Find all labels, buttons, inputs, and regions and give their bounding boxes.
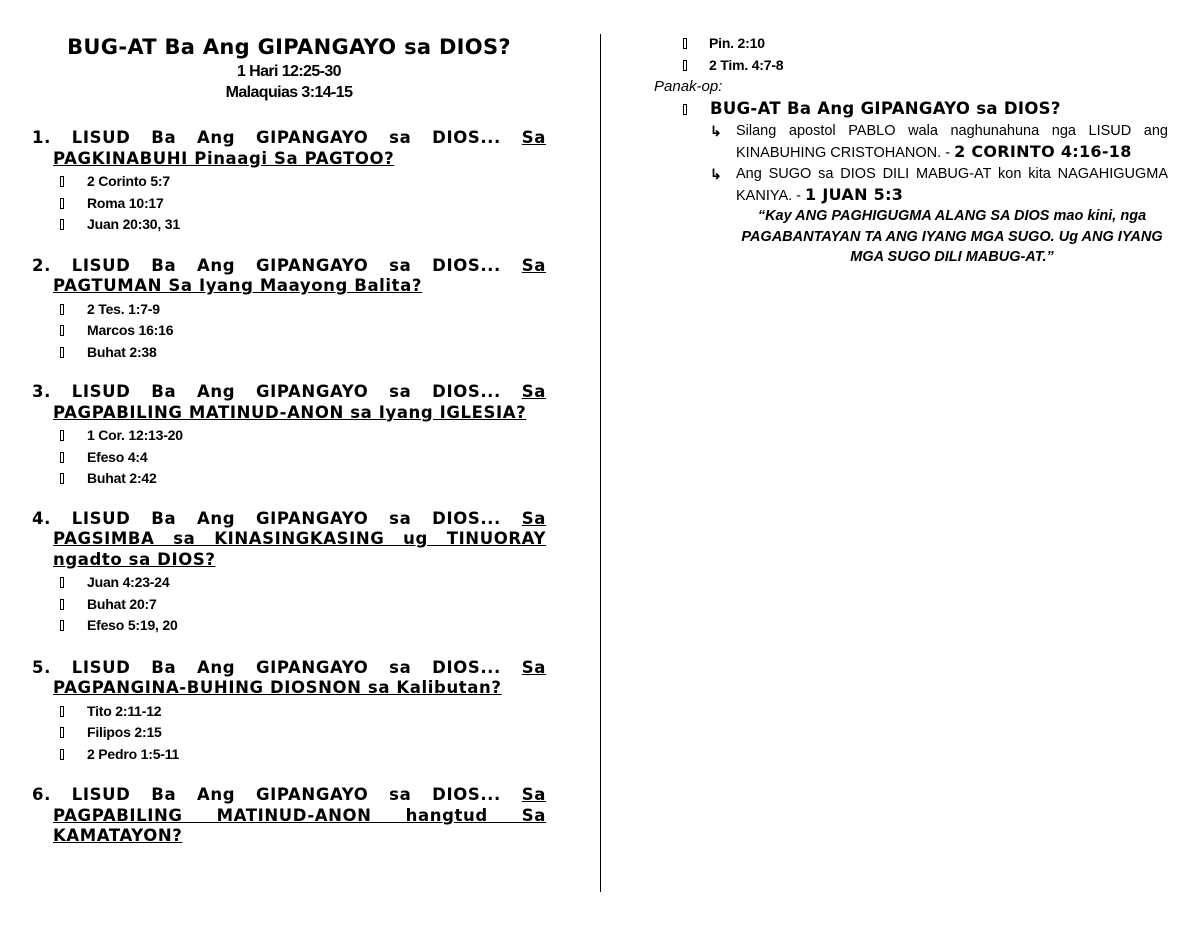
ref-item: 2 Tim. 4:7-8 [654, 55, 1168, 77]
checkbox-icon [60, 727, 64, 738]
point-prefix: LISUD Ba Ang GIPANGAYO sa DIOS... [71, 785, 501, 804]
left-column [32, 34, 546, 847]
ref-item: 2 Tes. 1:7-9 [32, 299, 546, 321]
point-heading [32, 128, 546, 169]
ref-item: Tito 2:11-12 [32, 701, 546, 723]
point-heading [32, 509, 546, 571]
point-emphasis: Sa PAGPABILING MATINUD-ANON sa Iyang IGLESIA? [53, 382, 546, 422]
point-prefix: LISUD Ba Ang GIPANGAYO sa DIOS... [71, 382, 501, 401]
ref-item: Efeso 4:4 [32, 447, 546, 469]
ref-list [32, 701, 546, 766]
point-prefix: LISUD Ba Ang GIPANGAYO sa DIOS... [71, 128, 501, 147]
ref-list [32, 299, 546, 364]
point-section [32, 256, 546, 364]
point-section [32, 658, 546, 766]
point-prefix: LISUD Ba Ang GIPANGAYO sa DIOS... [71, 657, 501, 677]
ref-item: Efeso 5:19, 20 [32, 615, 546, 637]
points-list [32, 128, 546, 847]
checkbox-icon [683, 104, 687, 115]
point-emphasis: Sa PAGTUMAN Sa Iyang Maayong Balita? [53, 255, 546, 295]
point-heading [32, 382, 546, 423]
checkbox-icon [60, 599, 64, 610]
arrow-icon: ↳ [710, 166, 722, 182]
point-prefix: LISUD Ba Ang GIPANGAYO sa DIOS... [71, 508, 501, 528]
ref-item: Pin. 2:10 [654, 33, 1168, 55]
point-number: 4. [32, 508, 51, 528]
ref-list [32, 572, 546, 637]
bible-quote: “Kay ANG PAGHIGUGMA ALANG SA DIOS mao kini, nga PAGABANTAYAN TA ANG IYANG MGA SUGO. Ug ANG IYANG MGA SUGO DILI MABUG-AT.” [741, 208, 1163, 265]
conclusion-ref: 1 JUAN 5:3 [805, 184, 904, 204]
checkbox-icon [60, 577, 64, 588]
checkbox-icon [60, 473, 64, 484]
point-section [32, 128, 546, 236]
point-emphasis: Sa PAGSIMBA sa KINASINGKASING ug TINUORAY ngadto sa DIOS? [53, 508, 546, 569]
ref-item: Filipos 2:15 [32, 722, 546, 744]
point-section [32, 509, 546, 637]
point-number: 5. [32, 657, 51, 677]
checkbox-icon [60, 749, 64, 760]
ref-item: 2 Pedro 1:5-11 [32, 744, 546, 766]
ref-item: Buhat 2:38 [32, 342, 546, 364]
checkbox-icon [683, 60, 687, 71]
point-section [32, 382, 546, 490]
ref-list [32, 171, 546, 236]
checkbox-icon [60, 304, 64, 315]
point-section [32, 785, 546, 847]
ref-item: Marcos 16:16 [32, 320, 546, 342]
checkbox-icon [60, 176, 64, 187]
column-divider [600, 34, 601, 892]
header-ref-2: Malaquias 3:14-15 [225, 84, 353, 101]
checkbox-icon [60, 325, 64, 336]
point-emphasis: Sa PAGKINABUHI Pinaagi Sa PAGTOO? [53, 128, 546, 168]
checkbox-icon [683, 38, 687, 49]
conclusion-ref: 2 CORINTO 4:16-18 [954, 141, 1132, 161]
continued-ref-list [654, 33, 1168, 76]
right-column [654, 34, 1168, 268]
checkbox-icon [60, 347, 64, 358]
ref-item: 1 Cor. 12:13-20 [32, 425, 546, 447]
point-number: 1. [32, 128, 51, 147]
point-emphasis: Sa PAGPABILING MATINUD-ANON hangtud Sa KAMATAYON? [53, 785, 546, 845]
point-heading [32, 658, 546, 699]
point-emphasis: Sa PAGPANGINA-BUHING DIOSNON sa Kalibutan? [53, 657, 546, 697]
ref-list [32, 425, 546, 490]
checkbox-icon [60, 620, 64, 631]
conclusion-item: ↳ Ang SUGO sa DIOS DILI MABUG-AT kon kita NAGAHIGUGMA KANIYA. - 1 JUAN 5:3 [710, 166, 1168, 204]
ref-item: 2 Corinto 5:7 [32, 171, 546, 193]
conclusion-item: ↳ Silang apostol PABLO wala naghunahuna nga LISUD ang KINABUHING CRISTOHANON. - 2 CORINTO 4:16-18 [710, 123, 1168, 161]
point-number: 2. [32, 255, 51, 275]
ref-item: Juan 4:23-24 [32, 572, 546, 594]
ref-item: Juan 20:30, 31 [32, 214, 546, 236]
checkbox-icon [60, 706, 64, 717]
conclusion-title: BUG-AT Ba Ang GIPANGAYO sa DIOS? [654, 98, 1168, 120]
arrow-icon: ↳ [710, 123, 722, 139]
checkbox-icon [60, 452, 64, 463]
checkbox-icon [60, 219, 64, 230]
header-ref-1: 1 Hari 12:25-30 [237, 63, 341, 80]
checkbox-icon [60, 198, 64, 209]
ref-item: Buhat 20:7 [32, 594, 546, 616]
point-heading [32, 256, 546, 297]
point-heading [32, 785, 546, 847]
checkbox-icon [60, 430, 64, 441]
panak-op-label: Panak-op: [654, 78, 723, 95]
point-number: 6. [32, 785, 51, 804]
point-prefix: LISUD Ba Ang GIPANGAYO sa DIOS... [71, 255, 501, 275]
point-number: 3. [32, 382, 51, 401]
ref-item: Roma 10:17 [32, 193, 546, 215]
ref-item: Buhat 2:42 [32, 468, 546, 490]
page-title: BUG-AT Ba Ang GIPANGAYO sa DIOS? [67, 35, 511, 59]
